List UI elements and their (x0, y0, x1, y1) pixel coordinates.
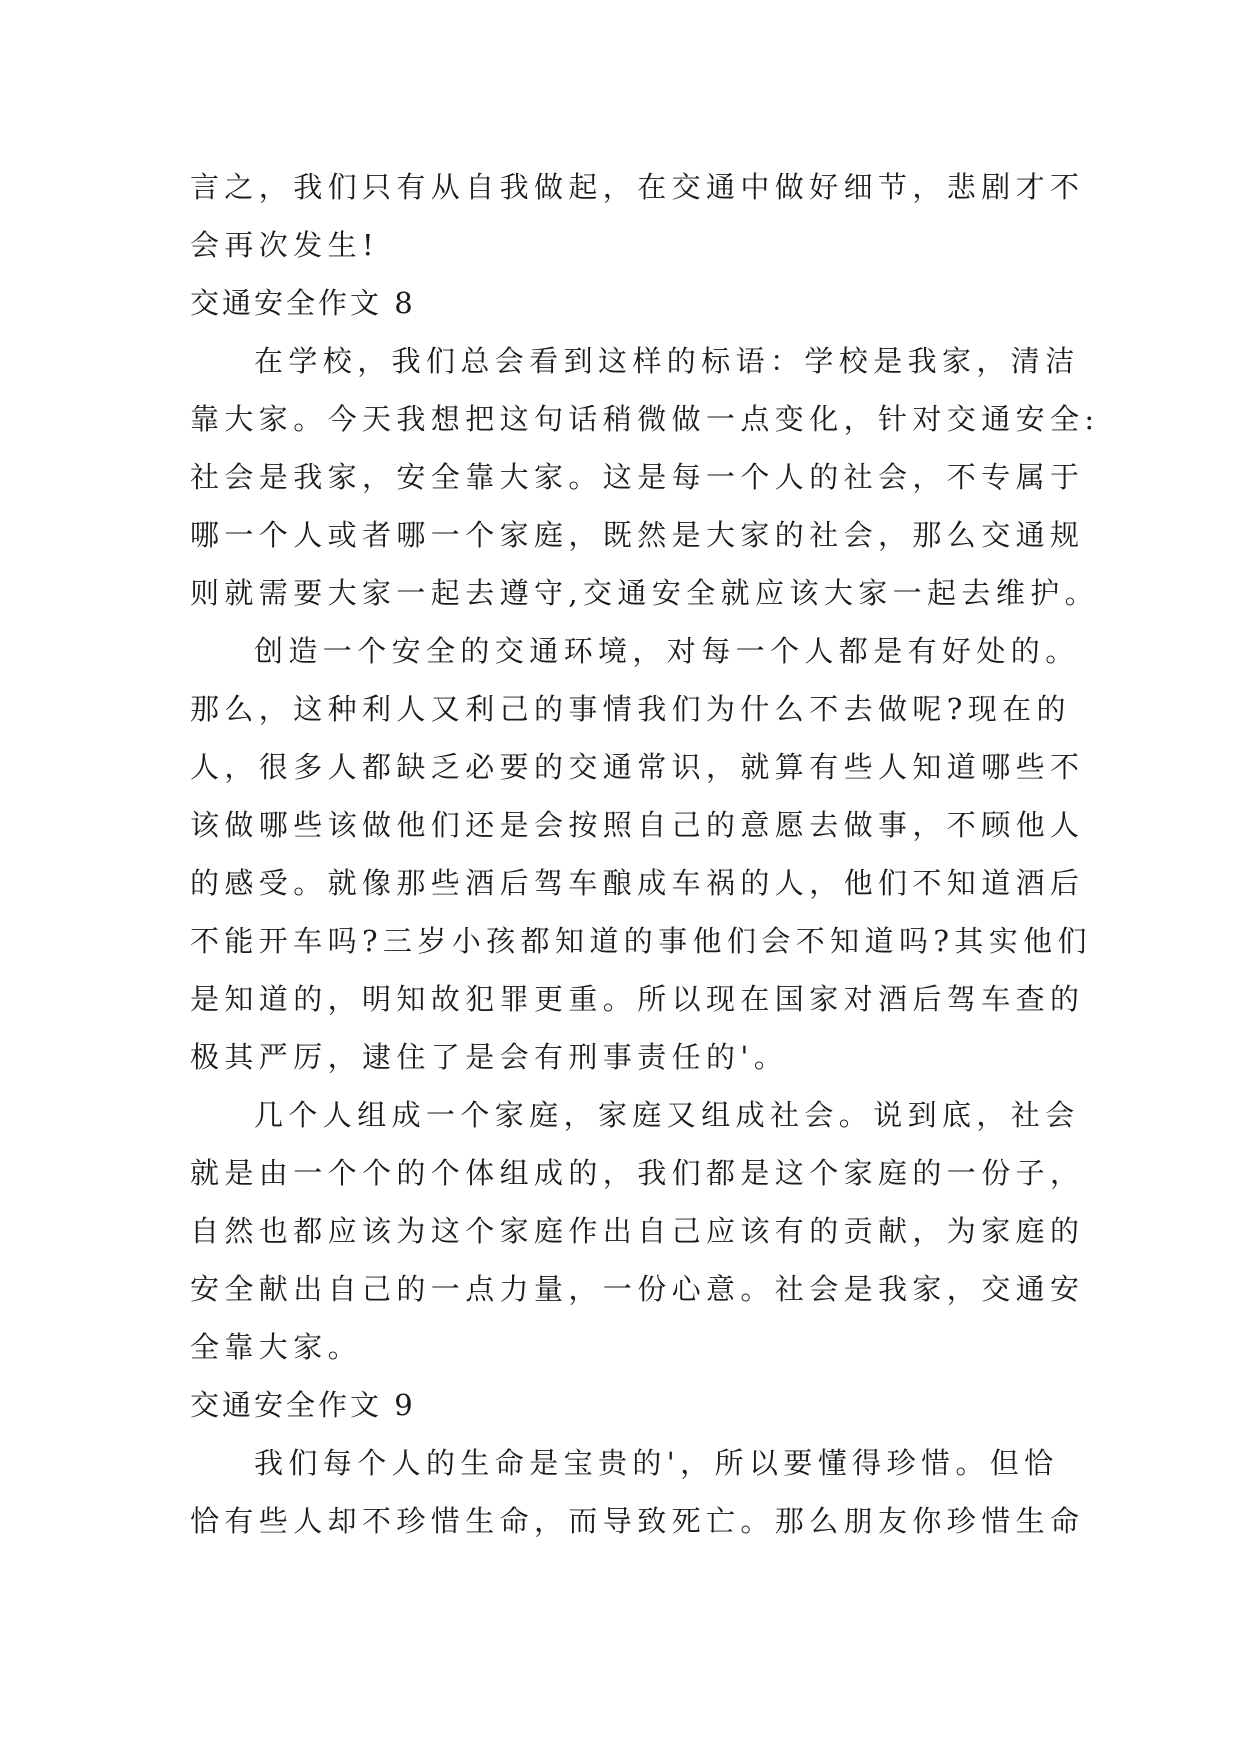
text-line: 哪一个人或者哪一个家庭，既然是大家的社会，那么交通规 (190, 518, 1085, 552)
paragraph-first-line: 我们每个人的生命是宝贵的'，所以要懂得珍惜。但恰 (254, 1446, 1059, 1480)
text-line: 的感受。就像那些酒后驾车酿成车祸的人，他们不知道酒后 (190, 866, 1085, 900)
text-line: 该做哪些该做他们还是会按照自己的意愿去做事，不顾他人 (190, 808, 1085, 842)
paragraph-first-line: 在学校，我们总会看到这样的标语：学校是我家，清洁 (254, 344, 1080, 378)
text-line: 那么，这种利人又利己的事情我们为什么不去做呢?现在的 (190, 692, 1071, 726)
text-line: 不能开车吗?三岁小孩都知道的事他们会不知道吗?其实他们 (190, 924, 1092, 958)
paragraph-first-line: 几个人组成一个家庭，家庭又组成社会。说到底，社会 (254, 1098, 1080, 1132)
paragraph-first-line: 创造一个安全的交通环境，对每一个人都是有好处的。 (254, 634, 1080, 668)
text-line: 自然也都应该为这个家庭作出自己应该有的贡献，为家庭的 (190, 1214, 1085, 1248)
text-line: 言之，我们只有从自我做起，在交通中做好细节，悲剧才不 (190, 170, 1085, 204)
text-line: 极其严厉，逮住了是会有刑事责任的'。 (190, 1040, 789, 1074)
text-line: 是知道的，明知故犯罪更重。所以现在国家对酒后驾车查的 (190, 982, 1085, 1016)
text-line: 则就需要大家一起去遵守,交通安全就应该大家一起去维护。 (190, 576, 1100, 610)
section-heading: 交通安全作文 9 (190, 1388, 416, 1422)
section-heading: 交通安全作文 8 (190, 286, 416, 320)
text-line: 全靠大家。 (190, 1330, 363, 1364)
text-line: 就是由一个个的个体组成的，我们都是这个家庭的一份子， (190, 1156, 1085, 1190)
text-line: 安全献出自己的一点力量，一份心意。社会是我家，交通安 (190, 1272, 1085, 1306)
text-line: 靠大家。今天我想把这句话稍微做一点变化，针对交通安全: (190, 402, 1100, 436)
text-line: 社会是我家，安全靠大家。这是每一个人的社会，不专属于 (190, 460, 1085, 494)
text-line: 人，很多人都缺乏必要的交通常识，就算有些人知道哪些不 (190, 750, 1085, 784)
text-line: 会再次发生! (190, 228, 380, 262)
text-line: 恰有些人却不珍惜生命，而导致死亡。那么朋友你珍惜生命 (190, 1504, 1085, 1538)
